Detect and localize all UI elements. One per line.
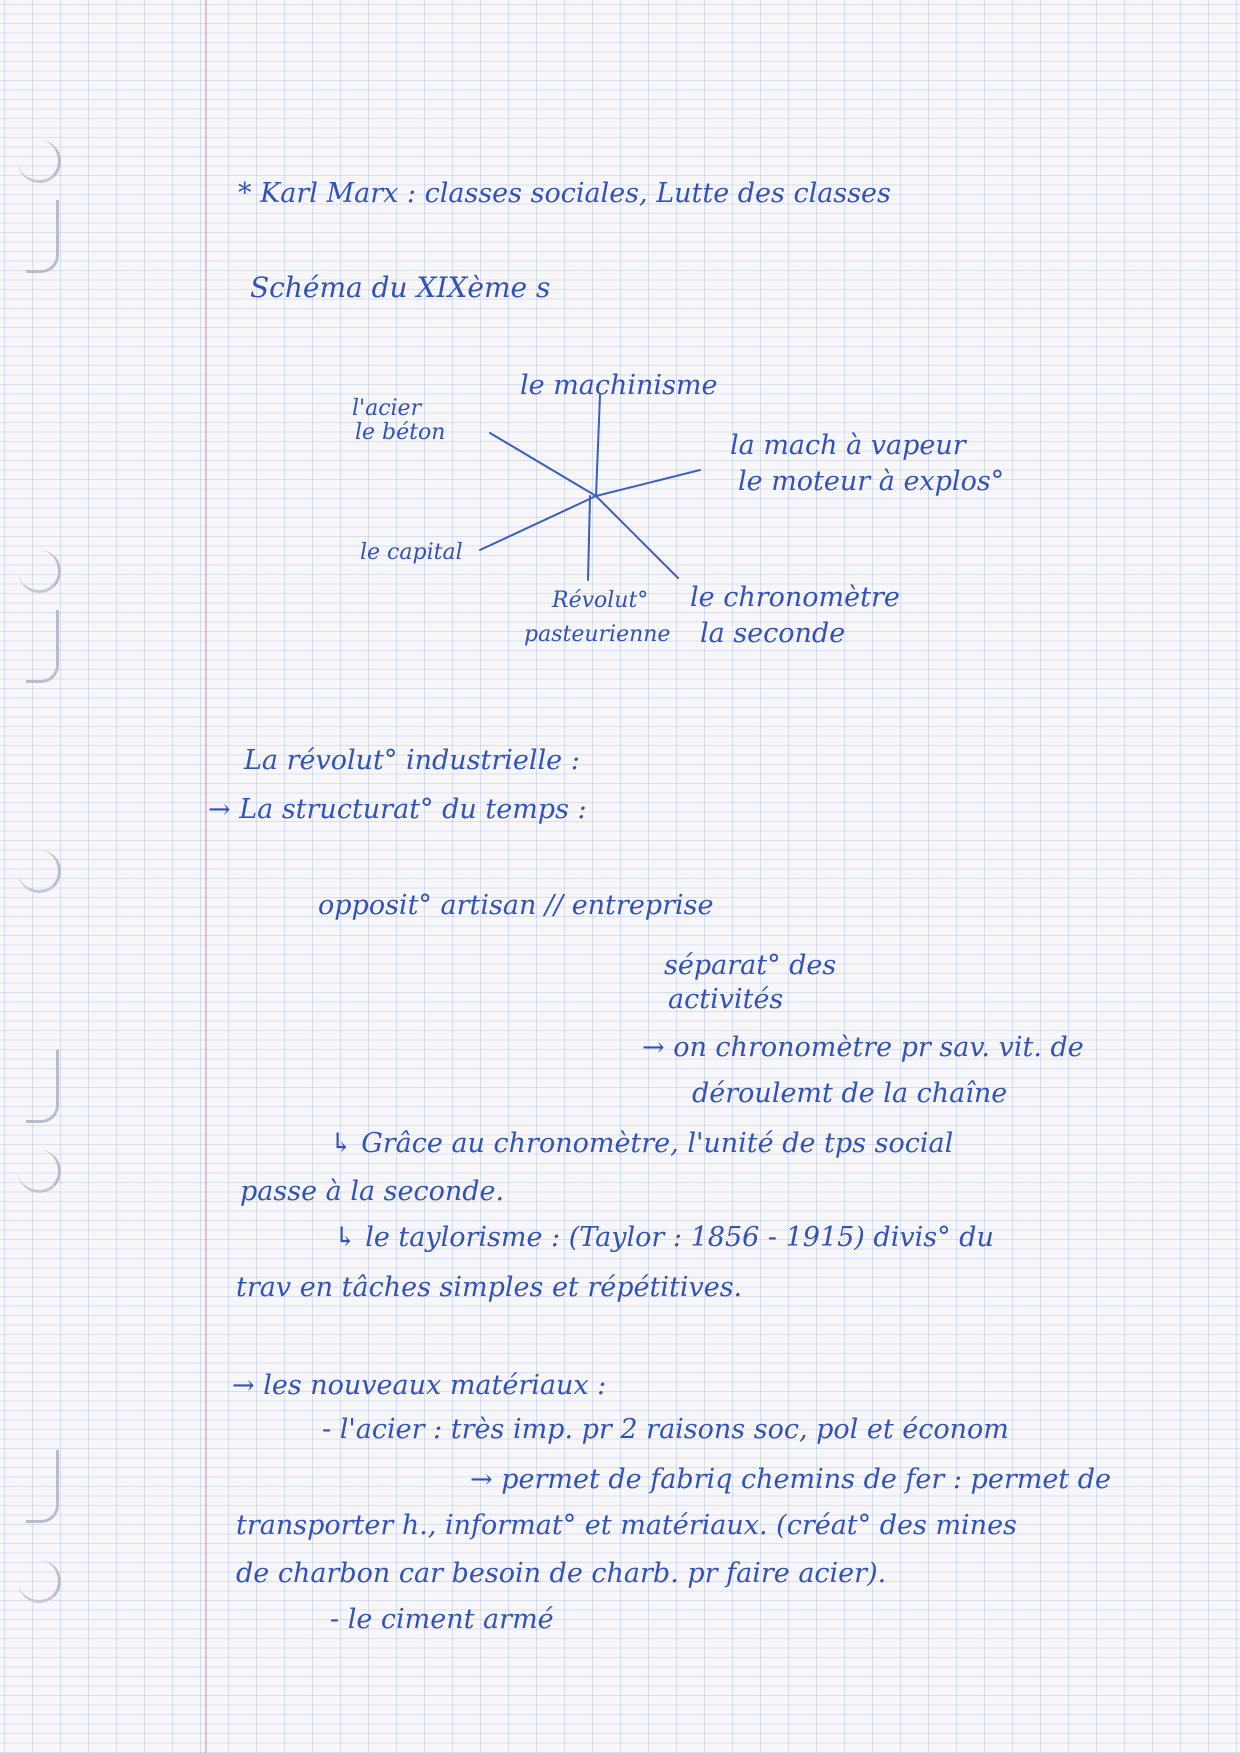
diagram-seconde: la seconde bbox=[700, 618, 846, 649]
diagram-machinisme: le machinisme bbox=[520, 370, 718, 401]
diagram-beton: le béton bbox=[355, 420, 446, 445]
diagram-machine-vapeur: la mach à vapeur bbox=[730, 430, 966, 461]
section1-line3: activités bbox=[668, 984, 784, 1015]
binder-slot bbox=[26, 1450, 59, 1523]
section1-subtitle: → La structurat° du temps : bbox=[208, 794, 587, 825]
section1-line6: ↳ Grâce au chronomètre, l'unité de tps social bbox=[330, 1128, 954, 1159]
section2-title: → les nouveaux matériaux : bbox=[232, 1370, 607, 1401]
schema-title: Schéma du XIXème s bbox=[250, 271, 551, 304]
section2-line5: - le ciment armé bbox=[330, 1604, 554, 1635]
diagram-chronometre: le chronomètre bbox=[690, 582, 900, 613]
binder-hole bbox=[18, 1560, 61, 1603]
binder-hole bbox=[18, 850, 61, 893]
diagram-moteur-explosion: le moteur à explos° bbox=[738, 466, 1005, 497]
section1-line7: passe à la seconde. bbox=[240, 1176, 505, 1207]
section1-line2: séparat° des bbox=[664, 950, 837, 981]
intro-line: * Karl Marx : classes sociales, Lutte des classes bbox=[238, 178, 891, 209]
section2-line2: → permet de fabriq chemins de fer : permet de bbox=[470, 1464, 1111, 1495]
diagram-revolution: Révolut° bbox=[552, 588, 649, 613]
section1-line5: déroulemt de la chaîne bbox=[692, 1078, 1008, 1109]
section1-line9: trav en tâches simples et répétitives. bbox=[236, 1272, 743, 1303]
section2-line4: de charbon car besoin de charb. pr faire acier). bbox=[236, 1558, 887, 1589]
diagram-pasteurienne: pasteurienne bbox=[524, 622, 671, 647]
diagram-capital: le capital bbox=[360, 540, 463, 565]
section1-title: La révolut° industrielle : bbox=[244, 745, 580, 776]
section1-line1: opposit° artisan // entreprise bbox=[318, 890, 714, 921]
binder-slot bbox=[26, 1050, 59, 1123]
diagram-acier: l'acier bbox=[352, 396, 422, 421]
section2-line3: transporter h., informat° et matériaux. (créat° des mines bbox=[236, 1510, 1017, 1541]
section2-line1: - l'acier : très imp. pr 2 raisons soc, pol et économ bbox=[322, 1414, 1009, 1445]
section1-line4: → on chronomètre pr sav. vit. de bbox=[642, 1032, 1084, 1063]
binder-hole bbox=[18, 1150, 61, 1193]
section1-line8: ↳ le taylorisme : (Taylor : 1856 - 1915) divis° du bbox=[334, 1222, 994, 1253]
